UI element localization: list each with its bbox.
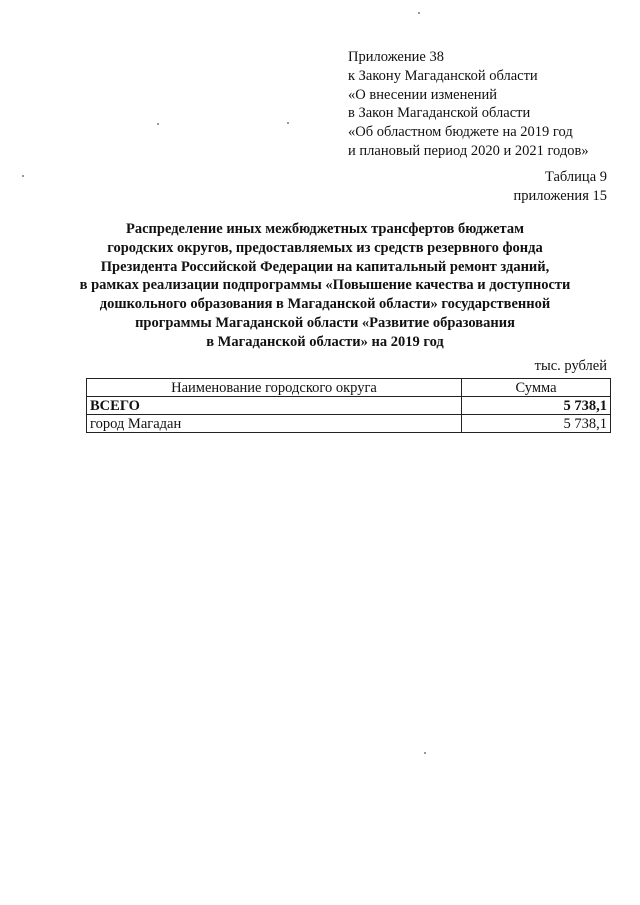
scan-speck <box>157 123 159 125</box>
appendix-line: и плановый период 2020 и 2021 годов» <box>348 142 589 159</box>
title-line: Распределение иных межбюджетных трансфертов бюджетам <box>126 221 524 237</box>
table-reference <box>514 168 607 205</box>
title-line: в рамках реализации подпрограммы «Повышение качества и доступности <box>79 277 571 294</box>
table-total-row <box>87 397 611 415</box>
transfers-table <box>86 378 611 433</box>
table-row <box>87 415 611 433</box>
table-number: Таблица 9 <box>544 169 607 185</box>
district-name: город Магадан <box>87 415 462 433</box>
appendix-line: «Об областном бюджете на 2019 год <box>348 124 573 141</box>
appendix-line: Приложение 38 <box>348 49 444 65</box>
table-header-row <box>87 379 611 397</box>
scan-speck <box>22 175 24 177</box>
title-line: дошкольного образования в Магаданской области» государственной <box>99 296 551 313</box>
appendix-line: «О внесении изменений <box>348 86 498 103</box>
scan-speck <box>287 122 289 124</box>
table-appendix-number: приложения 15 <box>513 187 607 204</box>
title-line: программы Магаданской области «Развитие образования <box>135 314 515 331</box>
total-label: ВСЕГО <box>87 397 462 415</box>
header-district-name: Наименование городского округа <box>87 379 462 397</box>
scan-speck <box>418 12 420 14</box>
district-amount: 5 738,1 <box>462 415 611 433</box>
appendix-block <box>348 48 589 161</box>
units-label: тыс. рублей <box>534 358 607 374</box>
header-amount: Сумма <box>462 379 611 397</box>
title-line: в Магаданской области» на 2019 год <box>206 333 444 350</box>
title-line: городских округов, предоставляемых из средств резервного фонда <box>107 239 543 256</box>
scan-speck <box>424 752 426 754</box>
title-line: Президента Российской Федерации на капитальный ремонт зданий, <box>100 258 550 275</box>
appendix-line: к Закону Магаданской области <box>348 67 538 84</box>
appendix-line: в Закон Магаданской области <box>348 105 531 122</box>
document-title <box>60 220 590 352</box>
total-amount: 5 738,1 <box>462 397 611 415</box>
